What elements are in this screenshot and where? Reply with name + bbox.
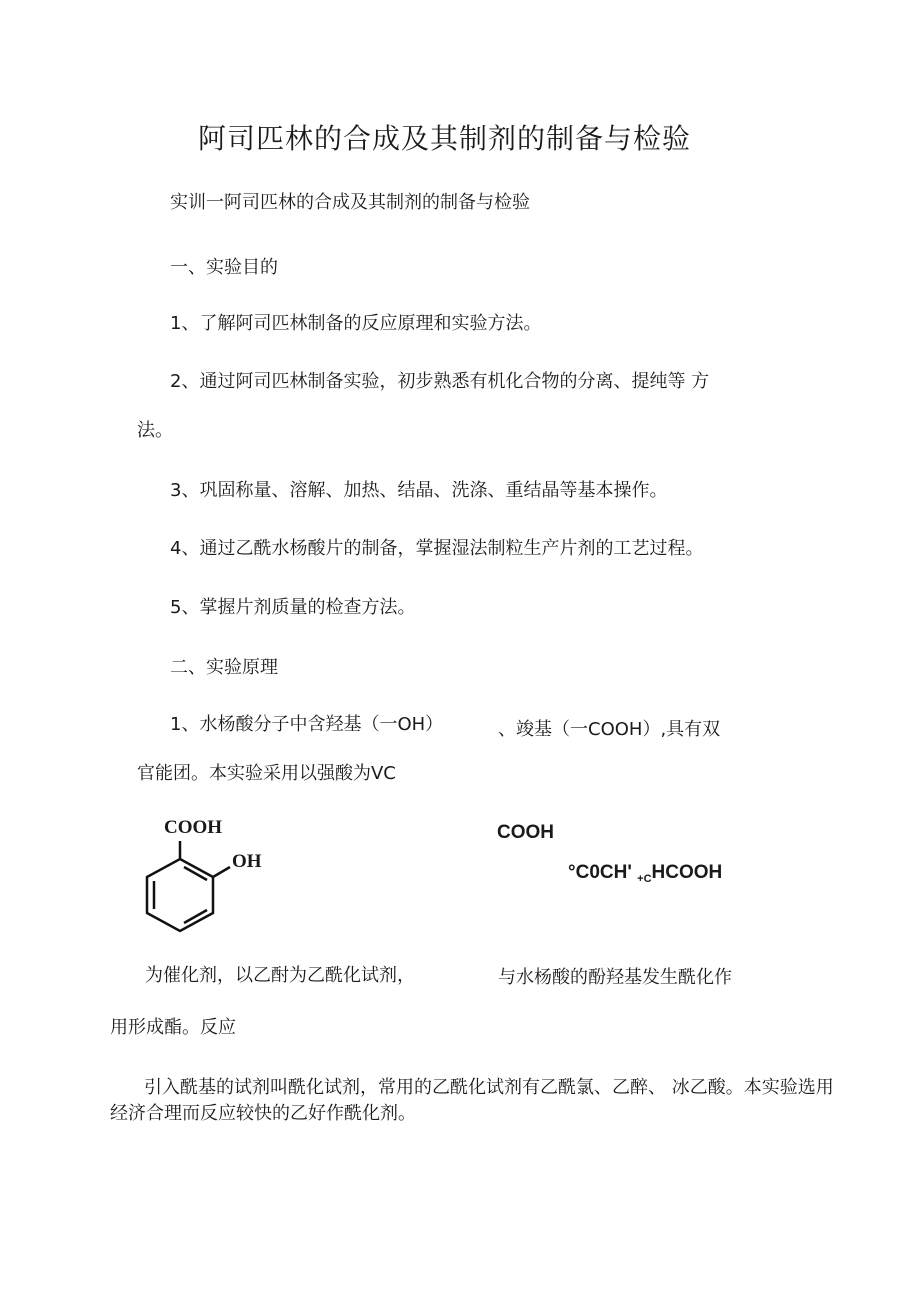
objective-item-5: 5、掌握片剂质量的检查方法。 <box>170 597 416 618</box>
formula-part-a: °C0CH' <box>568 862 632 883</box>
principle-line-1a: 1、水杨酸分子中含羟基（一OH） <box>170 714 444 735</box>
section-heading-principle: 二、实验原理 <box>170 657 278 678</box>
principle-line-2c: 用形成酯。反应 <box>110 1017 236 1038</box>
structure-cooh-label: COOH <box>164 817 223 838</box>
principle-line-1b: 、竣基（一COOH）,具有双 <box>498 719 721 740</box>
objective-item-2: 2、通过阿司匹林制备实验，初步熟悉有机化合物的分离、提纯等 方 <box>170 371 710 392</box>
objective-item-3: 3、巩固称量、溶解、加热、结晶、洗涤、重结晶等基本操作。 <box>170 480 668 501</box>
formula-subscript: +C <box>637 873 652 885</box>
structure-oh-label: OH <box>232 851 262 872</box>
formula-part-b: HCOOH <box>651 862 723 883</box>
subtitle: 实训一阿司匹林的合成及其制剂的制备与检验 <box>170 192 530 213</box>
principle-line-1c: 官能团。本实验采用以强酸为VC <box>137 763 396 784</box>
salicylic-acid-structure <box>130 815 290 935</box>
right-cooh-label: COOH <box>497 822 554 843</box>
objective-item-1: 1、了解阿司匹林制备的反应原理和实验方法。 <box>170 313 542 334</box>
objective-item-4: 4、通过乙酰水杨酸片的制备，掌握湿法制粒生产片剂的工艺过程。 <box>170 538 704 559</box>
section-heading-objectives: 一、实验目的 <box>170 257 278 278</box>
principle-line-2a: 为催化剂，以乙酎为乙酰化试剂， <box>145 965 415 986</box>
principle-line-2b: 与水杨酸的酚羟基发生酰化作 <box>498 967 732 988</box>
page-title: 阿司匹林的合成及其制剂的制备与检验 <box>198 122 692 155</box>
benzene-ring-drawing <box>130 815 290 935</box>
objective-item-2-continued: 法。 <box>137 420 173 441</box>
principle-paragraph-3: 引入酰基的试剂叫酰化试剂，常用的乙酰化试剂有乙酰氯、乙醉、 冰乙酸。本实验选用经济合理而反应较快的乙好作酰化剂。 <box>110 1077 834 1124</box>
reaction-formula <box>568 862 722 885</box>
